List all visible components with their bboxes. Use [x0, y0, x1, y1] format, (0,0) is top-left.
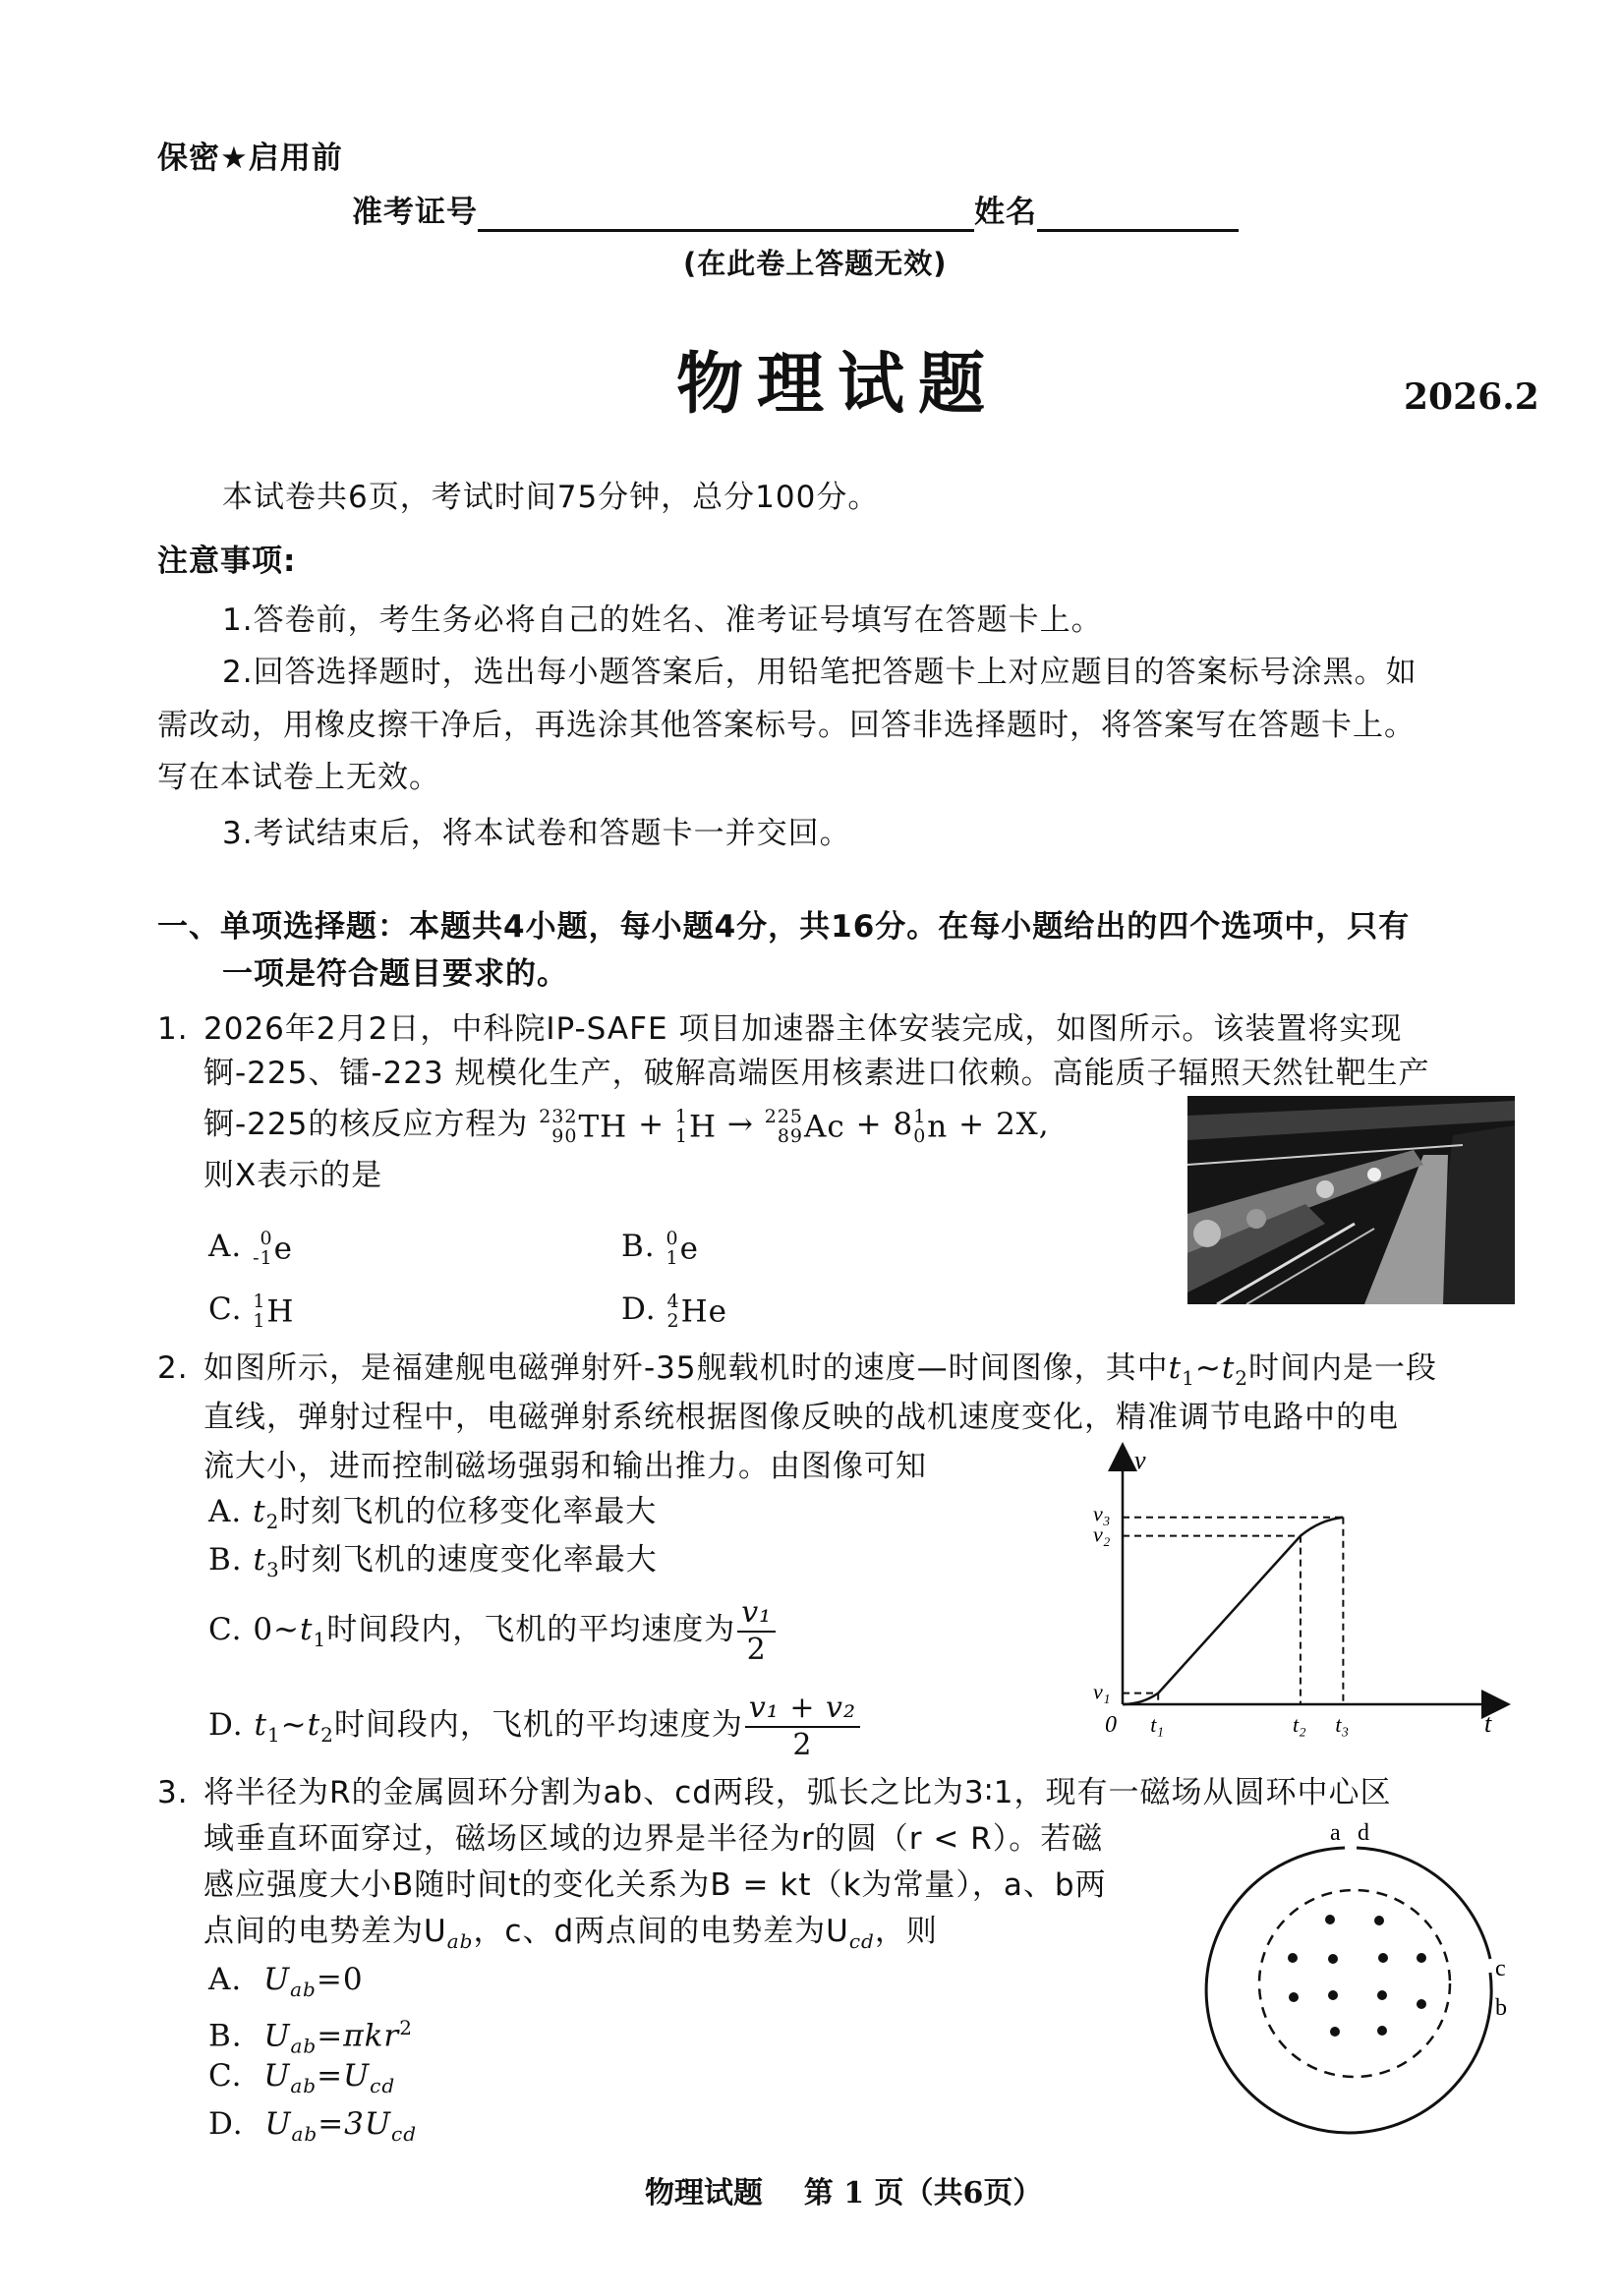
point-label-c: c — [1495, 1956, 1506, 1981]
footer-page: 第 1 页（共6页） — [803, 2176, 1043, 2210]
point-label-d: d — [1358, 1820, 1369, 1846]
notice-item: 2.回答选择题时，选出每小题答案后，用铅笔把答题卡上对应题目的答案标号涂黑。如 — [222, 655, 1418, 690]
section-heading-continued: 一项是符合题目要求的。 — [222, 956, 568, 992]
option-c[interactable]: C. 1 1 H — [208, 1291, 295, 1333]
point-label-b: b — [1495, 1995, 1507, 2021]
field-dot — [1377, 1990, 1387, 2000]
tick-label-v2: v₂ — [1093, 1521, 1111, 1547]
question-number: 3. — [157, 1775, 189, 1810]
exam-id-row — [352, 193, 1239, 232]
tick-label-v3: v₃ — [1093, 1501, 1111, 1526]
option-b[interactable]: B. 0 1 e — [621, 1228, 699, 1270]
nuclide-neutron: 1 0 n — [913, 1106, 949, 1148]
plus-coefficient: + 8 — [855, 1107, 914, 1142]
name-field[interactable] — [1037, 200, 1239, 232]
tick-label-t3: t₃ — [1335, 1712, 1350, 1737]
footer-subject: 物理试题 — [645, 2176, 763, 2210]
question-text: 2026年2月2日，中科院IP-SAFE 项目加速器主体安装完成，如图所示。该装置将实现 — [203, 1011, 1403, 1047]
fraction: $\frac{\text{v₁ + v₂}}{2}$ — [745, 1691, 860, 1763]
accelerator-photo — [1187, 1096, 1515, 1304]
invalid-note: (在此卷上答题无效) — [683, 247, 948, 280]
plus-sign: + — [638, 1107, 665, 1142]
question-text: 感应强度大小B随时间t的变化关系为B = kt（k为常量），a、b两 — [203, 1867, 1107, 1903]
notice-heading: 注意事项: — [157, 544, 297, 579]
option-c[interactable]: C. $0\sim t_1$时间段内，飞机的平均速度为 $\frac{\text{v₁}}{2}$ — [208, 1590, 776, 1669]
field-dots — [1288, 1915, 1426, 2037]
tick-label-v1: v₁ — [1093, 1679, 1111, 1704]
option-b[interactable]: B. $t_3$时刻飞机的速度变化率最大 — [208, 1542, 658, 1582]
question-text: 如图所示，是福建舰电磁弹射歼-35舰载机时的速度—时间图像，其中$t_1\sim t_2$时间内是一段 — [203, 1350, 1438, 1391]
field-dot — [1328, 1990, 1338, 2000]
x-axis-label: t — [1484, 1709, 1492, 1738]
field-dot — [1377, 2026, 1387, 2036]
field-dot — [1417, 1999, 1426, 2009]
notice-item-continued: 写在本试卷上无效。 — [157, 760, 440, 795]
option-a[interactable]: A. $t_2$时刻飞机的位移变化率最大 — [208, 1494, 658, 1534]
nuclide-proton: 1 1 H — [674, 1106, 718, 1148]
page-title: 物理试题 — [676, 346, 1000, 424]
question-text: 直线，弹射过程中，电磁弹射系统根据图像反映的战机速度变化，精准调节电路中的电 — [203, 1400, 1399, 1435]
confidential-label: 保密★启用前 — [157, 141, 343, 176]
notice-item-continued: 需改动，用橡皮擦干净后，再选涂其他答案标号。回答非选择题时，将答案写在答题卡上。 — [157, 708, 1416, 743]
y-axis-label: v — [1134, 1446, 1146, 1474]
equation-tail: + 2X, — [958, 1107, 1050, 1142]
field-dot — [1374, 1916, 1384, 1925]
velocity-curve — [1123, 1518, 1343, 1704]
option-d[interactable]: D. $t_1\sim t_2$时间段内，飞机的平均速度为 $\frac{\text{v₁ + v₂}}{2}$ — [208, 1686, 860, 1764]
field-dot — [1288, 1953, 1298, 1963]
option-b[interactable]: B. $U_{ab}=\pi kr^2$ — [208, 2016, 413, 2058]
option-d[interactable]: D. $U_{ab}=3U_{cd}$ — [208, 2106, 418, 2147]
page-footer — [645, 2174, 1042, 2213]
question-text: 锕-225的核反应方程为 — [203, 1107, 529, 1142]
option-a[interactable]: A. 0 -1 e — [208, 1228, 293, 1270]
tick-label-t2: t₂ — [1292, 1712, 1306, 1737]
field-dot — [1330, 2027, 1340, 2037]
notice-item: 1.答卷前，考生务必将自己的姓名、准考证号填写在答题卡上。 — [222, 603, 1103, 638]
question-text: 则X表示的是 — [203, 1158, 383, 1193]
nuclide-thorium: 232 90 TH — [539, 1106, 628, 1148]
option-a[interactable]: A. $U_{ab}=0$ — [208, 1962, 364, 2002]
tick-label-t1: t₁ — [1150, 1712, 1164, 1737]
notice-item: 3.考试结束后，将本试卷和答题卡一并交回。 — [222, 816, 851, 851]
reaction-equation-line — [203, 1097, 1050, 1152]
field-dot — [1417, 1953, 1426, 1963]
field-dot — [1328, 1954, 1338, 1964]
question-text: 将半径为R的金属圆环分割为ab、cd两段，弧长之比为3∶1，现有一磁场从圆环中心区 — [203, 1775, 1392, 1810]
nuclide-actinium: 225 89 Ac — [764, 1106, 845, 1148]
exam-id-label: 准考证号 — [352, 195, 478, 230]
section-heading: 一、单项选择题：本题共4小题，每小题4分，共16分。在每小题给出的四个选项中，只有 — [157, 909, 1411, 945]
exam-date: 2026.2 — [1404, 376, 1539, 418]
accelerator-photo-illustration — [1187, 1096, 1515, 1304]
exam-intro: 本试卷共6页，考试时间75分钟，总分100分。 — [222, 480, 880, 515]
fraction: $\frac{\text{v₁}}{2}$ — [737, 1595, 776, 1668]
question-text: 流大小，进而控制磁场强弱和输出推力。由图像可知 — [203, 1449, 927, 1484]
point-label-a: a — [1330, 1820, 1341, 1846]
origin-label: 0 — [1105, 1712, 1117, 1738]
field-boundary — [1259, 1890, 1450, 2077]
question-text: 锕-225、镭-223 规模化生产，破解高端医用核素进口依赖。高能质子辐照天然钍靶生产 — [203, 1056, 1430, 1091]
question-text: 域垂直环面穿过，磁场区域的边界是半径为r的圆（r < R）。若磁 — [203, 1821, 1104, 1857]
ring-field-diagram — [1189, 1799, 1524, 2162]
field-dot — [1378, 1953, 1388, 1963]
arc-cd — [1357, 1848, 1490, 1959]
question-number: 1. — [157, 1011, 189, 1047]
exam-id-field[interactable] — [478, 200, 974, 232]
velocity-time-graph — [1091, 1435, 1524, 1759]
reaction-arrow-icon: → — [726, 1107, 754, 1142]
question-number: 2. — [157, 1350, 189, 1386]
option-d[interactable]: D. 4 2 He — [621, 1291, 727, 1333]
field-dot — [1325, 1915, 1335, 1924]
field-dot — [1289, 1992, 1299, 2002]
question-text: 点间的电势差为$U_{ab}$，c、d两点间的电势差为$U_{cd}$，则 — [203, 1914, 938, 1954]
option-c[interactable]: C. $U_{ab}=U_{cd}$ — [208, 2058, 396, 2098]
name-label: 姓名 — [974, 195, 1037, 230]
